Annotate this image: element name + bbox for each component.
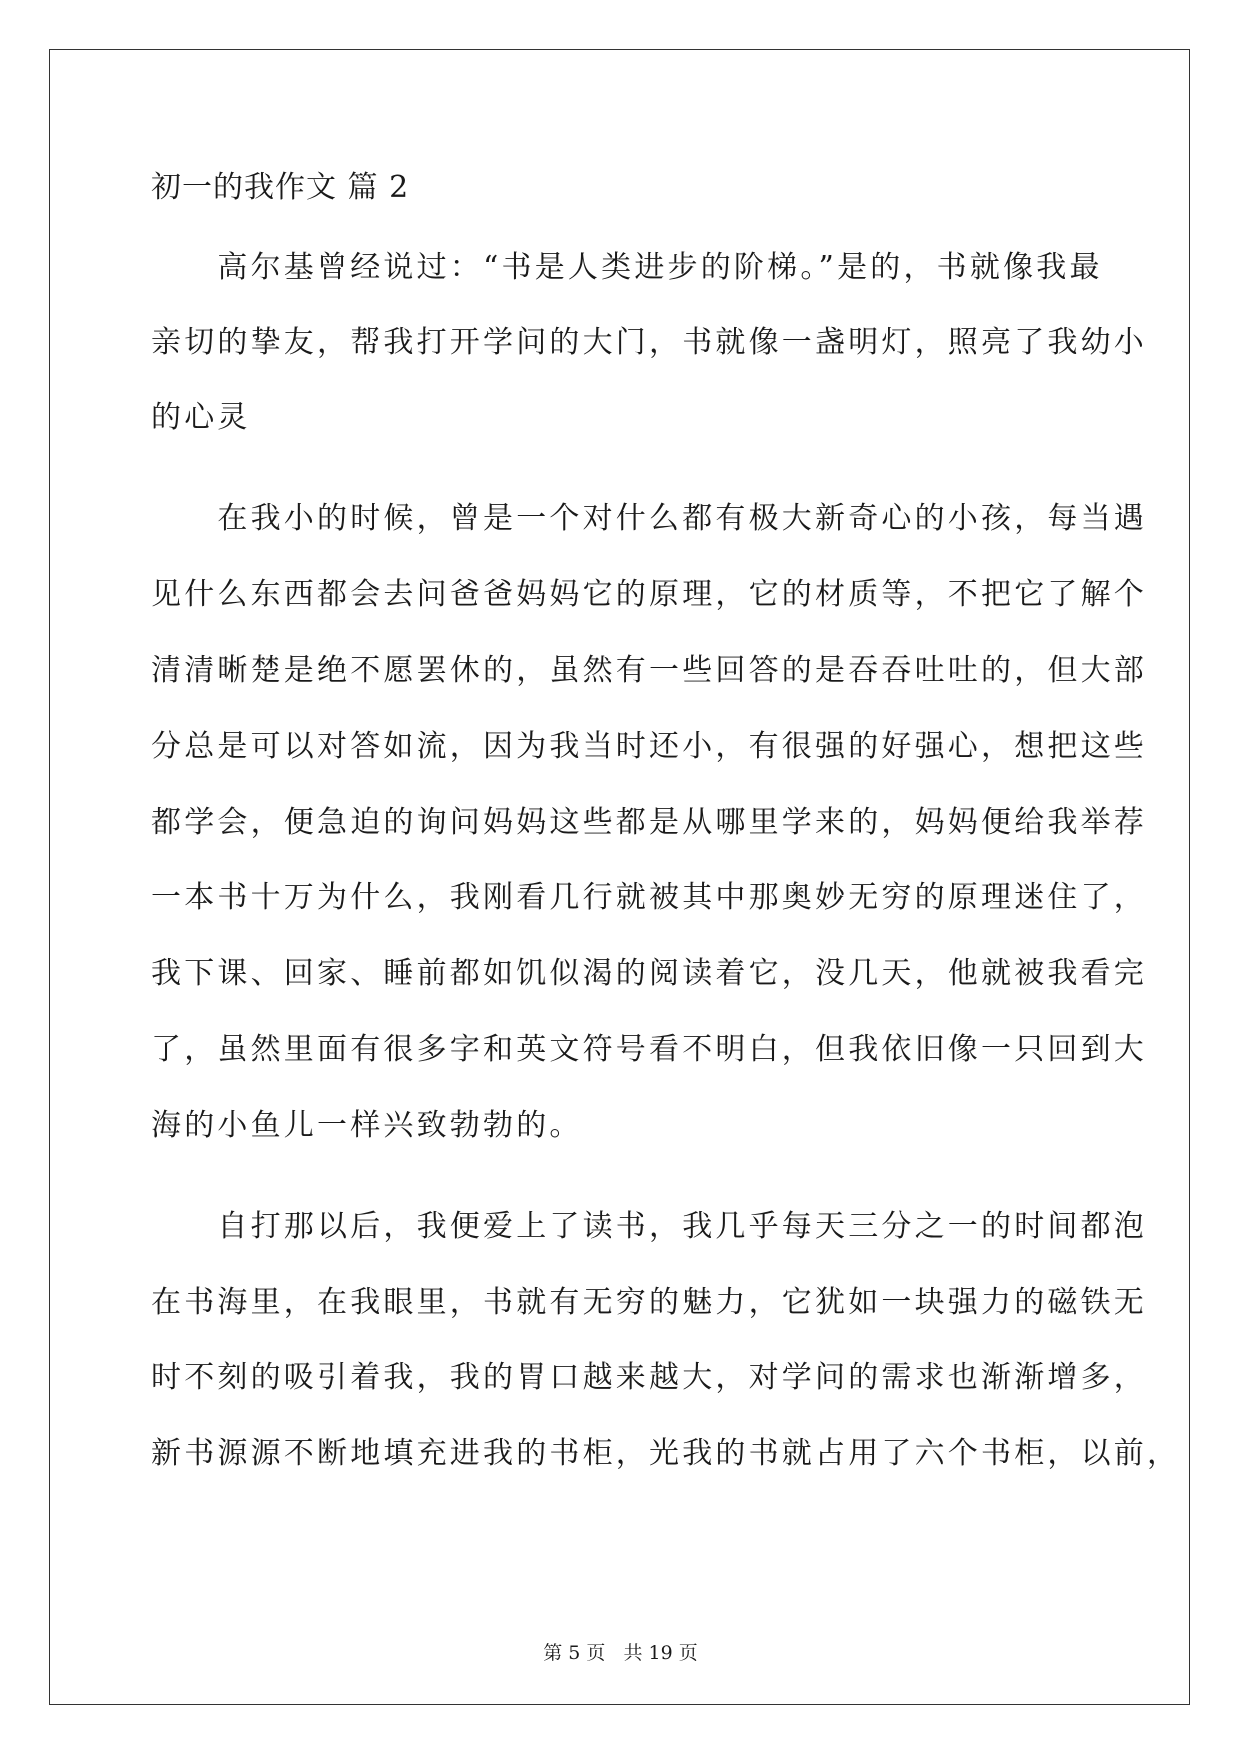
- essay-line: 亲切的挚友，帮我打开学问的大门，书就像一盏明灯，照亮了我幼小: [151, 325, 1147, 360]
- essay-line: 都学会，便急迫的询问妈妈这些都是从哪里学来的，妈妈便给我举荐: [151, 805, 1147, 840]
- essay-heading: 初一的我作文 篇 2: [151, 170, 410, 205]
- essay-line: 在我小的时候，曾是一个对什么都有极大新奇心的小孩，每当遇: [151, 501, 1147, 536]
- essay-line: 见什么东西都会去问爸爸妈妈它的原理，它的材质等，不把它了解个: [151, 577, 1147, 612]
- essay-line: 的心灵: [151, 400, 251, 435]
- essay-line: 新书源源不断地填充进我的书柜，光我的书就占用了六个书柜，以前，: [151, 1436, 1181, 1471]
- essay-line: 自打那以后，我便爱上了读书，我几乎每天三分之一的时间都泡: [151, 1209, 1147, 1244]
- essay-line: 清清晰楚是绝不愿罢休的，虽然有一些回答的是吞吞吐吐的，但大部: [151, 653, 1147, 688]
- essay-line: 高尔基曾经说过：“书是人类进步的阶梯。”是的，书就像我最: [151, 250, 1103, 285]
- essay-line: 分总是可以对答如流，因为我当时还小，有很强的好强心，想把这些: [151, 729, 1147, 764]
- essay-line: 海的小鱼儿一样兴致勃勃的。: [151, 1108, 583, 1143]
- essay-line: 在书海里，在我眼里，书就有无穷的魅力，它犹如一块强力的磁铁无: [151, 1285, 1147, 1320]
- current-page-label: 第 5 页: [543, 1642, 606, 1664]
- essay-line: 时不刻的吸引着我，我的胃口越来越大，对学问的需求也渐渐增多，: [151, 1360, 1147, 1395]
- essay-line: 了，虽然里面有很多字和英文符号看不明白，但我依旧像一只回到大: [151, 1032, 1147, 1067]
- essay-line: 我下课、回家、睡前都如饥似渴的阅读着它，没几天，他就被我看完: [151, 956, 1147, 991]
- total-pages-label: 共 19 页: [623, 1642, 698, 1664]
- essay-line: 一本书十万为什么，我刚看几行就被其中那奥妙无穷的原理迷住了，: [151, 880, 1147, 915]
- page-footer: [0, 1641, 1241, 1665]
